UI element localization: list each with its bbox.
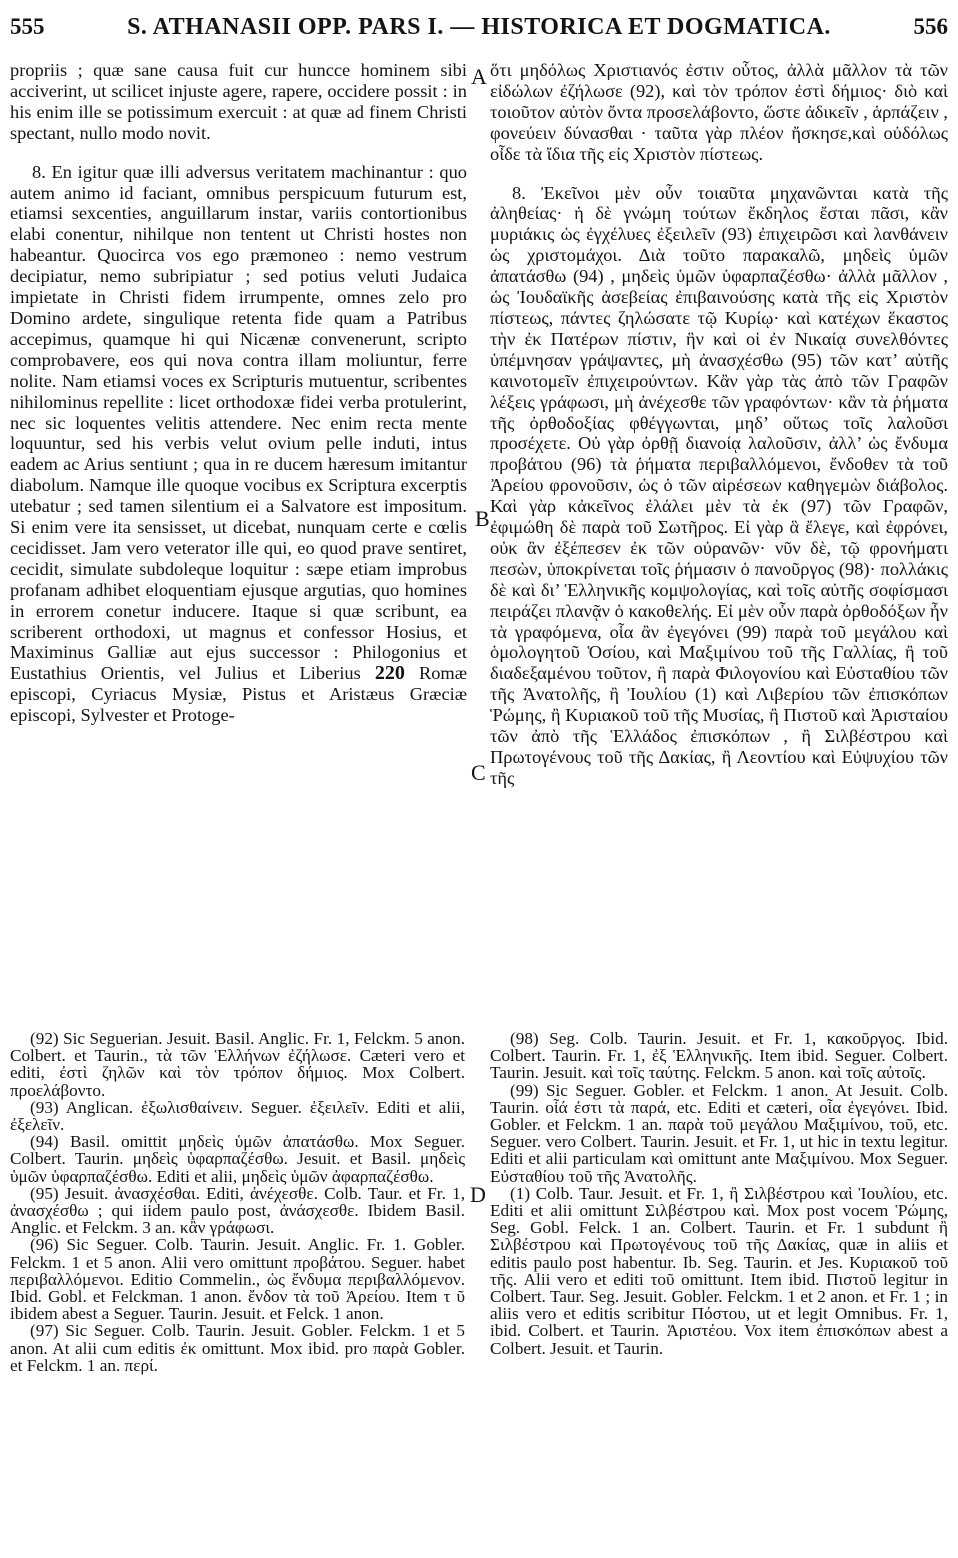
footnote: (95) Jesuit. ἀνασχέσθαι. Editi, ἀνέχεσθε. Colb. Taur. et Fr. 1, ἀνασχέσθω ; qui iidem paulo post, ἀνάσχεσθε. Ibidem Basil. Anglic. et Felckm. 3 an. κἂν γράφωσι. [10,1183,465,1238]
footnote: (93) Anglican. ἐξωλισθαίνειν. Seguer. ἐξειλεῖν. Editi et alii, ἐξελεῖν. [10,1097,465,1135]
column-number: 220 [374,662,405,685]
footnote: (99) Sic Seguer. Gobler. et Felckm. 1 anon. At Jesuit. Colb. Taurin. οἷά ἐστι τὰ παρά, etc. Editi et cæteri, οἷα ἐγεγόνει. Ibid. Gobler. et Felckm. 1 an. παρὰ τοῦ μεγάλου Μαξιμίνου, τοῦ, etc. Seguer. vero Colbert. Taurin. Jesuit. et Fr. 1, ut hic in textu legitur. Editi et alii particulam καὶ omittunt ante Μαξιμίνου. Mox Seguer. Εὐσταθίου τοῦ τῆς Ἀνατολῆς. [490,1080,948,1186]
greek-paragraph: ὅτι μηδόλως Χριστιανός ἐστιν οὗτος, ἀλλὰ μᾶλλον τὰ τῶν εἰδώλων ἐζήλωσε (92), καὶ τὸν τρόπον ἐστὶ δήμιος· διὸ καὶ τοιοῦτον αὐτὸν ὄντα προσελάβοντο, ὥστε ἀδικεῖν , ἁρπάζειν , φονεύειν δύνασθαι · ταῦτα γὰρ πλέον ἤσκησε,καὶ οὐδόλως οἶδε τὰ ἴδια τῆς εἰς Χριστὸν πίστεως. [490,60,948,164]
margin-marker-d: D [470,1182,486,1207]
running-title: S. ATHANASII OPP. PARS I. — HISTORICA ET DOGMATICA. [127,14,831,40]
latin-paragraph-continuation: Romæ episcopi, Cyriacus Mysiæ, Pistus et Aristæus Græciæ episcopi, Sylvester et Protoge- [10,663,467,726]
footnote: (98) Seg. Colb. Taurin. Jesuit. et Fr. 1, κακοῦργος. Ibid. Colbert. Taurin. Fr. 1, ἐξ Ἑλληνικῆς. Item ibid. Seguer. Colbert. Taurin. Jesuit. καὶ τοῖς ταύτης. Felckm. 5 anon. καὶ τοῖς αὐτοῖς. [490,1029,948,1083]
margin-marker-a: A [471,64,487,89]
page-number-left: 555 [10,14,45,39]
footnote: (94) Basil. omittit μηδεὶς ὑμῶν ἀπατάσθω. Mox Seguer. Colbert. Taurin. μηδεὶς ὑφαρπαζέσθω. Jesuit. et Basil. μηδεὶς ὑμῶν ὑφαρπαζέσθω. Editi et alii, μηδεὶς ὑμῶν ἀφαρπαζέσθω. [10,1132,465,1186]
page-header [10,14,948,48]
greek-paragraph: 8. Ἐκεῖνοι μὲν οὖν τοιαῦτα μηχανῶνται κατὰ τῆς ἀληθείας· ἡ δὲ γνώμη τούτων ἔκδηλος ἔσται πᾶσι, κἂν μυριάκις ὡς ἐγχέλυες ἐξειλεῖν (93) ἐπιχειρῶσι καὶ λανθάνειν ὡς χριστομάχοι. Διὰ τοῦτο παρακαλῶ, μηδεὶς ὑμῶν ἀπατάσθω (94) , μηδεὶς ὑμῶν ὑφαρπαζέσθω· ἀλλὰ μᾶλλον , ὡς Ἰουδαϊκῆς ἀσεβείας ἐπιβαινούσης κατὰ τῆς εἰς Χριστὸν πίστεως, πάντες ζηλώσατε τῷ Κυρίῳ· καὶ κατέχων ἕκαστος τὴν ἐκ Πατέρων πίστιν, ἣν καὶ οἱ ἐν Νικαίᾳ συνελθόντες ὑπέμνησαν γράψαντες, μὴ ἀνασχέσθω (95) τῶν κατ’ αὐτῆς καινοτομεῖν ἐπιχειρούντων. Κἂν γὰρ τὰς ἀπὸ τῶν Γραφῶν λέξεις γράφωσι, μὴ ἀνέχεσθε τῶν γραφόντων· κἂν τὰ ῥήματα τῆς ὀρθοδοξίας φθέγγωνται, μηδ’ οὕτως τοῖς λαλοῦσι προσέχετε. Οὐ γὰρ ὀρθῇ διανοίᾳ λαλοῦσιν, ἀλλ’ ὡς ἔνδυμα προβάτου (96) τὰ ῥήματα περιβαλλόμενοι, ἔνδοθεν τὰ τοῦ Ἀρείου φρονοῦσιν, ὡς ὁ τῶν αἱρέσεων καθηγεμὼν διάβολος. Καὶ γὰρ κἀκεῖνος ἐλάλει μὲν τὰ ἐκ (97) τῶν Γραφῶν, ἐφιμώθη δὲ παρὰ τοῦ Σωτῆρος. Εἰ γὰρ ἃ ἔλεγε, καὶ ἐφρόνει, οὐκ ἂν ἐξέπεσεν ἐκ τῶν οὐρανῶν· νῦν δὲ, τῷ φρονήματι πεσὼν, ὑποκρίνεται τοῖς ῥήμασιν ὁ πανοῦργος (98)· πολλάκις δὲ καὶ δι’ Ἑλληνικῆς κομψολογίας, καὶ τοῖς αὐτῆς σοφίσμασι πειράζει πλανᾷν ὁ κακοθελής. Εἰ μὲν οὖν παρὰ ὀρθοδόξων ἦν τὰ γραφόμενα, οἷα ἂν ἐγεγόνει (99) παρὰ τοῦ μεγάλου καὶ ὁμολογητοῦ Ὁσίου, καὶ Μαξιμίνου τοῦ τῆς Γαλλίας, ἢ τοῦ διαδεξαμένου τοῦτον, ἢ παρὰ Φιλογονίου καὶ Εὐσταθίου τῶν τῆς Ἀνατολῆς, ἢ Ἰουλίου (1) καὶ Λιβερίου τῶν ἐπισκόπων Ῥώμης, ἢ Κυριακοῦ τοῦ τῆς Μυσίας, ἢ Πιστοῦ καὶ Ἀρισταίου τῶν ἀπὸ τῆς Ἑλλάδος ἐπισκόπων , ἢ Σιλβέστρου καὶ Πρωτογένους τοῦ τῆς Δακίας, ἢ Λεοντίου καὶ Εὐψυχίου τῶν τῆς [490,182,948,788]
latin-paragraph [10,162,467,726]
footnotes-right-column [490,1030,948,1357]
footnote: (97) Sic Seguer. Colb. Taurin. Jesuit. Gobler. Felckm. 1 et 5 anon. At alii cum editis ἐκ omittunt. Mox ibid. pro παρὰ Gobler. et Felckm. 1 an. περί. [10,1321,465,1375]
page-number-right: 556 [913,14,948,39]
latin-paragraph: propriis ; quæ sane causa fuit cur huncce hominem sibi acciverint, ut scilicet injuste agere, rapere, occidere possit : in his enim ille se potissimum exercuit : at quæ ad finem Christi spectant, nullo modo novit. [10,60,467,143]
margin-marker-b: B [475,506,490,531]
margin-marker-c: C [471,760,486,785]
footnote: (96) Sic Seguer. Colb. Taurin. Jesuit. Anglic. Fr. 1. Gobler. Felckm. 1 et 5 anon. Alii vero omittunt προβάτου. Seguer. habet περιβαλλόμενοι. Editio Commelin., ὡς ἔνδυμα περιβαλλόμενον. Ibid. Gobl. et Felckman. 1 anon. ἔνδον τὰ τοῦ Ἀρείου. Item τ ῦ ibidem abest a Seguer. Taurin. Jesuit. et Felck. 1 anon. [10,1235,465,1324]
footnotes-left-column [10,1030,465,1374]
latin-paragraph-text: 8. En igitur quæ illi adversus veritatem machinantur : quo autem animo id faciant, omnibus perspicuum futurum est, etiamsi sexcenties, anguillarum instar, variis contortionibus elabi conentur, nihilque non tentent ut Christi hostes non habeantur. Quocirca vos ego præmoneo : nemo vestrum decipiatur, nemo subripiatur ; sed potius veluti Judaica impietate in Christi fidem irrumpente, omnes zelo pro Domino ardete, singulique retenta fide quam a Patribus accepimus, quamque hi qui Nicænæ convenerunt, scripto comprobavere, eos qui nova contra illam moliuntur, ferre nolite. Nam etiamsi voces ex Scripturis mutuentur, scribentes nihilominus repellite : licet orthodoxæ fidei verba protulerint, nec sic loquentes velitis attendere. Nec enim recta mente loquuntur, sed his verbis velut ovium pelle induti, intus eadem ac Arius sentiunt ; qua in re ducem hæresum imitantur diabolum. Namque ille quoque vocibus ex Scriptura excerptis utebatur ; sed tamen silentium ei a Salvatore est impositum. Si enim vere ita sensisset, ut dicebat, nunquam certe e cœlis cecidisset. Jam vero veterator ille qui, eo quod prave sentiret, cecidit, simulate subdoleque loquitur : sæpe etiam improbus profanam adhibet eloquentiam ejusque argutias, quo homines in errorem conetur inducere. Itaque si quæ scribunt, ea scriberent orthodoxi, ut magnus et confessor Hosius, et Maximinus Galliæ aut ejus successor : Philogonius et Eustathius Orientis, vel Julius et Liberius [10,161,467,684]
latin-text-column [10,60,467,726]
footnote: (92) Sic Seguerian. Jesuit. Basil. Anglic. Fr. 1, Felckm. 5 anon. Colbert. et Taurin., τὰ τῶν Ἑλλήνων ἐζήλωσε. Cæteri vero et editi, ἐστὶ ζηλῶν καὶ τὸν τρόπον δήμιος. Mox Colbert. προελάβοντο. [10,1029,465,1100]
greek-text-column [490,60,948,789]
footnote: (1) Colb. Taur. Jesuit. et Fr. 1, ἢ Σιλβέστρου καὶ Ἰουλίου, etc. Editi et alii omittunt Σιλβέστρου καὶ. Mox post vocem Ῥώμης, Seg. Gobl. Felck. 1 an. Colbert. Taurin. et Fr. 1 subdunt ἢ Σιλβέστρου καὶ Πρωτογένους τοῦ τῆς Δακίας, quæ in aliis et editis paulo post habentur. Ib. Seg. Taurin. et Jes. Κυριακοῦ τοῦ τῆς. Alii vero et editi τοῦ omittunt. Item ibid. Πιστοῦ legitur in Colbert. Taur. Seg. Jesuit. Gobler. Felckm. 1 et 2 anon. et Fr. 1 ; in aliis vero et editis scribitur Πόστου, ut et legit Omnibus. Fr. 1, ibid. Colbert. et Taurin. Ἀριστέου. Vox item ἐπισκόπων abest a Colbert. Jesuit. et Taurin. [490,1183,948,1358]
